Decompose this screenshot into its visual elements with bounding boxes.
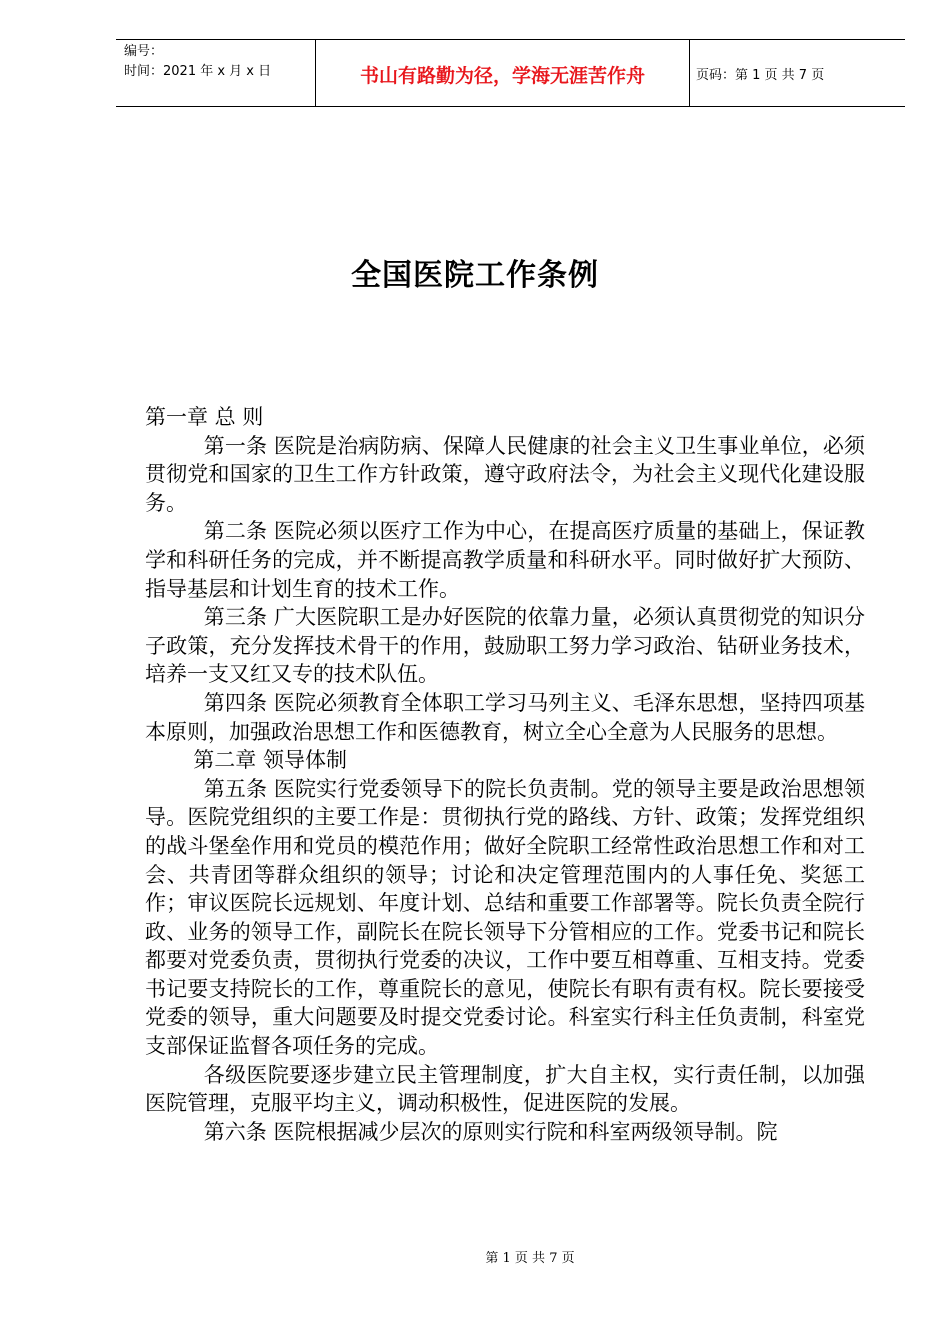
article-paragraph: 第一条 医院是治病防病、保障人民健康的社会主义卫生事业单位，必须贯彻党和国家的卫生工作方针政策，遵守政府法令，为社会主义现代化建设服务。 [145,433,865,515]
header-time-label: 时间：2021 年 x 月 x 日 [124,64,272,79]
header-motto: 书山有路勤为径，学海无涯苦作舟 [315,40,690,106]
document-title: 全国医院工作条例 [351,258,599,293]
chapter-heading: 第二章 领导体制 [193,748,347,773]
article-paragraph: 各级医院要逐步建立民主管理制度，扩大自主权，实行责任制，以加强医院管理，克服平均主义，调动积极性，促进医院的发展。 [145,1062,865,1116]
article-paragraph: 第三条 广大医院职工是办好医院的依靠力量，必须认真贯彻党的知识分子政策，充分发挥技术骨干的作用，鼓励职工努力学习政治、钻研业务技术，培养一支又红又专的技术队伍。 [145,605,865,687]
article-paragraph: 第六条 医院根据减少层次的原则实行院和科室两级领导制。院 [203,1119,778,1144]
chapter-heading: 第一章 总 则 [145,405,264,429]
document-body [145,403,865,1146]
header-meta [116,40,315,106]
article-paragraph: 第二条 医院必须以医疗工作为中心，在提高医疗质量的基础上，保证教学和科研任务的完成，并不断提高教学质量和科研水平。同时做好扩大预防、指导基层和计划生育的技术工作。 [145,519,865,601]
article-paragraph: 第五条 医院实行党委领导下的院长负责制。党的领导主要是政治思想领导。医院党组织的主要工作是：贯彻执行党的路线、方针、政策；发挥党组织的战斗堡垒作用和党员的模范作用；做好全院职工经常性政治思想工作和对工会、共青团等群众组织的领导；讨论和决定管理范围内的人事任免、奖惩工作；审议医院长远规划、年度计划、总结和重要工作部署等。院长负责全院行政、业务的领导工作，副院长在院长领导下分管相应的工作。党委书记和院长都要对党委负责，贯彻执行党委的决议，工作中要互相尊重、互相支持。党委书记要支持院长的工作，尊重院长的意见，使院长有职有责有权。院长要接受党委的领导，重大问题要及时提交党委讨论。科室实行科主任负责制，科室党支部保证监督各项任务的完成。 [145,776,865,1059]
document-header [116,39,905,107]
header-page-label: 页码：第 1 页 共 7 页 [696,67,825,83]
header-number-label: 编号： [124,44,164,59]
page-number-footer: 第 1 页 共 7 页 [485,1251,575,1266]
article-paragraph: 第四条 医院必须教育全体职工学习马列主义、毛泽东思想，坚持四项基本原则，加强政治思想工作和医德教育，树立全心全意为人民服务的思想。 [145,690,865,744]
